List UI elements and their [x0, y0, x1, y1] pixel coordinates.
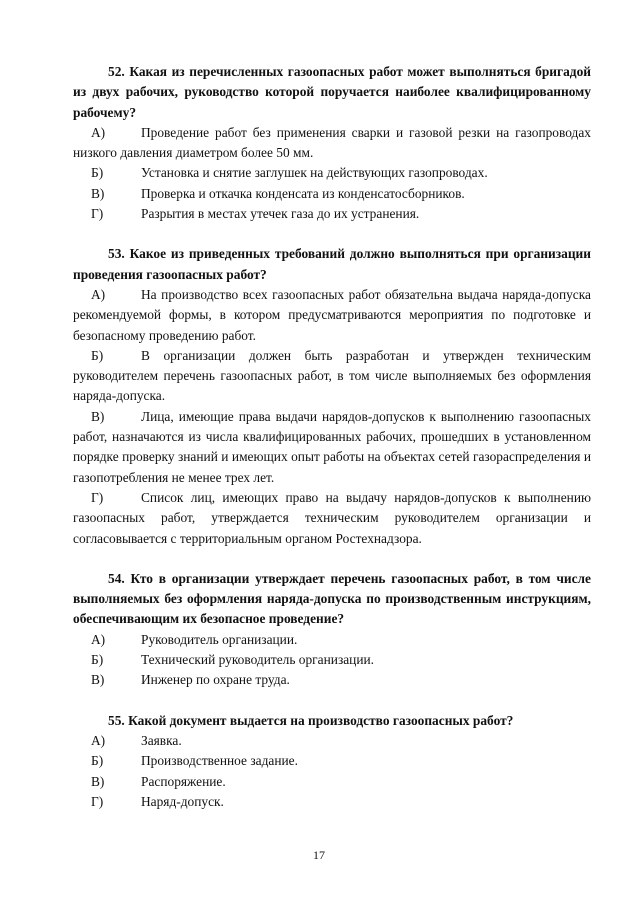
question-number: 55. — [108, 712, 125, 728]
option-key: В) — [91, 185, 105, 201]
document-content — [73, 62, 591, 812]
answer-option — [73, 731, 591, 751]
answer-option — [73, 407, 591, 488]
answer-option — [73, 630, 591, 650]
option-key: А) — [91, 124, 106, 140]
option-text: Установка и снятие заглушек на действующих газопроводах. — [141, 165, 488, 181]
question-text: Какое из приведенных требований должно выполняться при организации проведения газоопасных работ? — [73, 246, 591, 282]
answer-option — [73, 123, 591, 164]
answer-option — [73, 184, 591, 204]
option-key: В) — [91, 773, 105, 789]
option-key: А) — [91, 732, 106, 748]
option-text: Заявка. — [141, 732, 182, 748]
option-key: А) — [91, 286, 106, 302]
answer-option — [73, 650, 591, 670]
question-52 — [73, 62, 591, 224]
option-key: А) — [91, 631, 106, 647]
answer-option — [73, 488, 591, 549]
option-key: Б) — [91, 652, 104, 668]
option-text: Распоряжение. — [141, 773, 226, 789]
option-key: Г) — [91, 489, 104, 505]
question-text: Какая из перечисленных газоопасных работ может выполняться бригадой из двух рабочих, руководство которой поручается наиболее квалифицированному рабочему? — [73, 64, 591, 120]
answer-option — [73, 204, 591, 224]
option-text: Лица, имеющие права выдачи нарядов-допусков к выполнению газоопасных работ, назначаются из числа квалифицированных рабочих, прошедших в установленном порядке проверку знаний и имеющих опыт работы на объектах сетей газораспределения и газопотребления не менее трех лет. — [73, 408, 591, 485]
option-text: Производственное задание. — [141, 753, 298, 769]
option-text: Инженер по охране труда. — [141, 672, 290, 688]
answer-option — [73, 346, 591, 407]
question-title — [73, 711, 591, 731]
option-key: Г) — [91, 793, 104, 809]
question-title — [73, 244, 591, 285]
question-number: 54. — [108, 570, 125, 586]
option-key: Б) — [91, 347, 104, 363]
question-54 — [73, 569, 591, 691]
question-title — [73, 62, 591, 123]
answer-option — [73, 772, 591, 792]
option-text: В организации должен быть разработан и утвержден техническим руководителем перечень газоопасных работ, в том числе выполняемых без оформления наряда-допуска. — [73, 347, 591, 404]
option-text: Список лиц, имеющих право на выдачу нарядов-допусков к выполнению газоопасных работ, утверждается техническим руководителем организации и согласовывается с территориальным органом Ростехнадзора. — [73, 489, 591, 546]
option-text: На производство всех газоопасных работ обязательна выдача наряда-допуска рекомендуемой формы, в котором предусматриваются мероприятия по подготовке и безопасному проведению работ. — [73, 286, 591, 343]
answer-option — [73, 285, 591, 346]
option-text: Разрытия в местах утечек газа до их устранения. — [141, 206, 420, 222]
option-text: Наряд-допуск. — [141, 793, 224, 809]
option-key: В) — [91, 672, 105, 688]
question-number: 52. — [108, 64, 125, 79]
option-text: Проверка и откачка конденсата из конденсатосборников. — [141, 185, 465, 201]
option-text: Технический руководитель организации. — [141, 652, 375, 668]
answer-option — [73, 163, 591, 183]
question-number: 53. — [108, 246, 125, 262]
question-55 — [73, 711, 591, 812]
answer-option — [73, 751, 591, 771]
option-key: Г) — [91, 206, 104, 222]
question-53 — [73, 244, 591, 548]
question-title — [73, 569, 591, 630]
answer-option — [73, 670, 591, 690]
question-text: Кто в организации утверждает перечень газоопасных работ, в том числе выполняемых без оформления наряда-допуска по производственным инструкциям, обеспечивающим их безопасное проведение? — [73, 570, 591, 627]
answer-option — [73, 792, 591, 812]
option-key: В) — [91, 408, 105, 424]
option-key: Б) — [91, 165, 104, 181]
question-text: Какой документ выдается на производство газоопасных работ? — [128, 712, 514, 728]
option-text: Руководитель организации. — [141, 631, 298, 647]
option-text: Проведение работ без применения сварки и газовой резки на газопроводах низкого давления диаметром более 50 мм. — [73, 124, 591, 161]
page-number: 17 — [313, 848, 325, 862]
option-key: Б) — [91, 753, 104, 769]
